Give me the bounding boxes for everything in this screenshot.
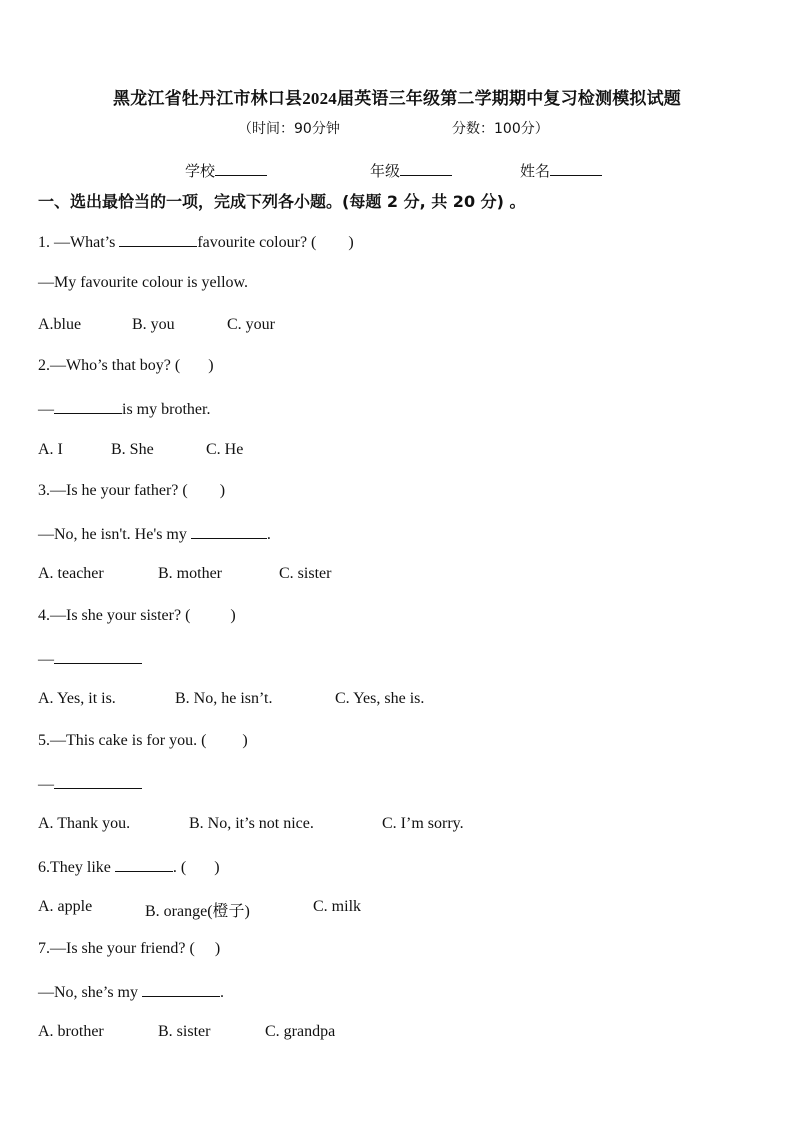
- question-5-reply: [38, 774, 142, 794]
- option-c: C. grandpa: [265, 1023, 336, 1040]
- answer-blank: [142, 982, 220, 997]
- grade-field: [370, 160, 452, 181]
- question-3-text-a: —No, he isn't. He's my: [38, 526, 191, 543]
- option-b: B. you: [132, 316, 175, 333]
- option-c: C. He: [206, 441, 244, 458]
- option-c: C. milk: [313, 898, 362, 915]
- answer-blank: [115, 857, 173, 872]
- question-7-text-b: .: [220, 984, 224, 1001]
- grade-label: 年级: [370, 162, 401, 180]
- exam-time: （时间：90分钟: [238, 121, 340, 137]
- question-1-prompt: [38, 232, 354, 252]
- option-b: B. sister: [158, 1023, 211, 1040]
- question-5-dash: —: [38, 776, 54, 793]
- question-2-prompt: 2.—Who’s that boy? ( ): [38, 357, 214, 374]
- option-a: A. teacher: [38, 565, 104, 582]
- question-1-text-b: favourite colour? ( ): [197, 234, 354, 251]
- answer-blank: [54, 774, 142, 789]
- question-7-text-a: —No, she’s my: [38, 984, 142, 1001]
- school-label: 学校: [185, 162, 216, 180]
- question-6-text-a: 6.They like: [38, 859, 115, 876]
- name-blank: [550, 161, 602, 176]
- question-7-reply: [38, 982, 224, 1002]
- name-label: 姓名: [520, 162, 551, 180]
- answer-blank: [119, 232, 197, 247]
- answer-blank: [54, 649, 142, 664]
- option-b: B. orange(橙子): [145, 903, 250, 920]
- option-c: C. your: [227, 316, 275, 333]
- option-c: C. Yes, she is.: [335, 690, 425, 707]
- question-1-text-a: 1. —What’s: [38, 234, 120, 251]
- option-b: B. She: [111, 441, 154, 458]
- option-a: A. brother: [38, 1023, 104, 1040]
- question-7-prompt: 7.—Is she your friend? ( ): [38, 940, 221, 957]
- question-6-text-b: . ( ): [172, 859, 220, 876]
- option-c: C. I’m sorry.: [382, 815, 464, 832]
- option-a: A. Thank you.: [38, 815, 131, 832]
- question-2-dash: —: [38, 401, 54, 418]
- option-b: B. No, it’s not nice.: [189, 815, 314, 832]
- question-3-text-b: .: [266, 526, 271, 543]
- name-field: [520, 160, 602, 181]
- option-a: A. apple: [38, 898, 93, 915]
- exam-score: 分数：100分）: [452, 121, 549, 137]
- option-a: A. I: [38, 441, 63, 458]
- question-6-prompt: [38, 857, 220, 877]
- question-5-prompt: 5.—This cake is for you. ( ): [38, 732, 248, 749]
- option-c: C. sister: [279, 565, 332, 582]
- question-4-dash: —: [38, 651, 54, 668]
- question-4-reply: [38, 649, 142, 669]
- school-blank: [215, 161, 267, 176]
- question-1-reply: —My favourite colour is yellow.: [38, 274, 249, 291]
- question-3-prompt: 3.—Is he your father? ( ): [38, 482, 226, 499]
- answer-blank: [54, 399, 122, 414]
- option-b: B. No, he isn’t.: [175, 690, 273, 707]
- grade-blank: [400, 161, 452, 176]
- exam-title: 黑龙江省牡丹江市林口县2024届英语三年级第二学期期中复习检测模拟试题: [113, 89, 681, 108]
- option-a: A. Yes, it is.: [38, 690, 116, 707]
- question-2-reply: [38, 399, 210, 419]
- question-4-prompt: 4.—Is she your sister? ( ): [38, 607, 236, 624]
- question-2-text-b: is my brother.: [122, 401, 211, 418]
- option-b: B. mother: [158, 565, 222, 582]
- question-3-reply: [38, 524, 271, 544]
- answer-blank: [191, 524, 267, 539]
- school-field: [185, 160, 267, 181]
- section-heading: 一、选出最恰当的一项，完成下列各小题。(每题 2 分, 共 20 分) 。: [38, 192, 526, 211]
- option-a: A.blue: [38, 316, 82, 333]
